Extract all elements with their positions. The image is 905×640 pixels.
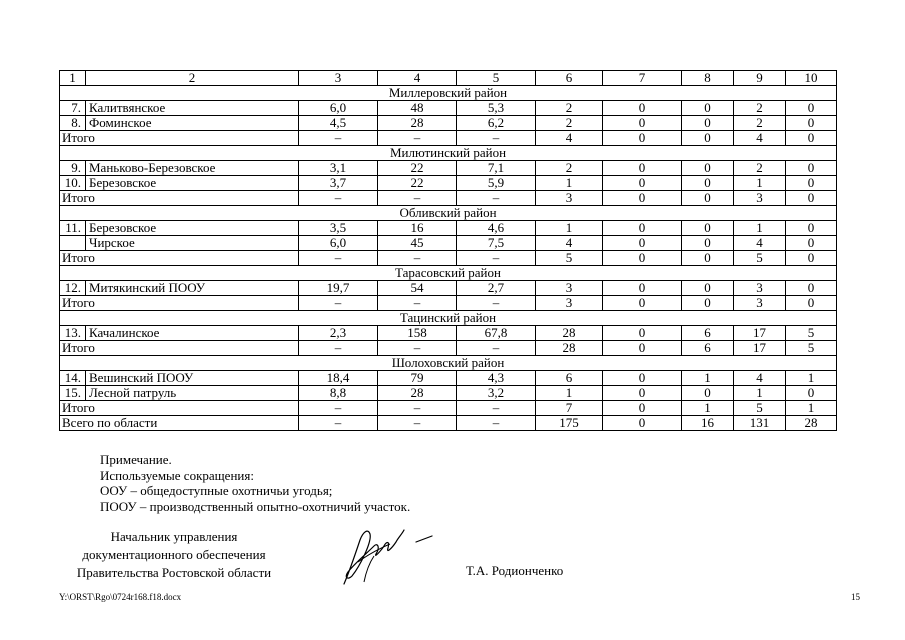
total-row	[60, 296, 837, 311]
table-cell: 6	[536, 371, 603, 386]
table-cell: 0	[603, 281, 682, 296]
handwritten-signature	[330, 522, 440, 586]
table-cell: 0	[786, 296, 837, 311]
region-name: Обливский район	[60, 206, 837, 221]
table-cell: –	[299, 251, 378, 266]
notes-section	[100, 452, 410, 514]
table-cell: –	[378, 131, 457, 146]
ground-name: Лесной патруль	[86, 386, 299, 401]
table-cell: 4	[734, 236, 786, 251]
table-cell: 0	[786, 281, 837, 296]
table-cell: 3,5	[299, 221, 378, 236]
table-row	[60, 326, 837, 341]
table-cell: 0	[786, 221, 837, 236]
region-name: Шолоховский район	[60, 356, 837, 371]
table-cell: 0	[786, 131, 837, 146]
header-cell: 5	[457, 71, 536, 86]
table-cell: –	[299, 416, 378, 431]
region-name: Миллеровский район	[60, 86, 837, 101]
position-line: документационного обеспечения	[82, 547, 266, 562]
table-cell: 3,7	[299, 176, 378, 191]
table-row	[60, 221, 837, 236]
ground-name: Чирское	[86, 236, 299, 251]
table-cell: –	[457, 401, 536, 416]
header-cell: 10	[786, 71, 837, 86]
table-cell: 2	[536, 116, 603, 131]
total-row	[60, 401, 837, 416]
table-cell: 1	[734, 221, 786, 236]
region-name: Тацинский район	[60, 311, 837, 326]
table-cell: 0	[786, 176, 837, 191]
total-label: Итого	[60, 401, 299, 416]
table-cell: –	[457, 131, 536, 146]
table-cell: 0	[603, 116, 682, 131]
table-cell: 0	[682, 221, 734, 236]
table-cell: 4	[536, 131, 603, 146]
table-cell: 5	[734, 251, 786, 266]
table-cell: 0	[786, 101, 837, 116]
table-cell: 0	[603, 401, 682, 416]
ground-name: Маньково-Березовское	[86, 161, 299, 176]
table-cell: 17	[734, 341, 786, 356]
table-cell: 0	[682, 161, 734, 176]
table-cell: –	[457, 341, 536, 356]
total-row	[60, 341, 837, 356]
table-cell: 3,2	[457, 386, 536, 401]
table-cell: 6,0	[299, 236, 378, 251]
notes-intro: Используемые сокращения:	[100, 467, 254, 483]
table-cell: 7,5	[457, 236, 536, 251]
table-cell: 0	[603, 236, 682, 251]
table-cell: 1	[734, 386, 786, 401]
table-cell: –	[299, 296, 378, 311]
row-number: 15.	[60, 386, 86, 401]
total-label: Итого	[60, 131, 299, 146]
table-cell: 0	[682, 131, 734, 146]
ground-name: Калитвянское	[86, 101, 299, 116]
table-cell: –	[378, 191, 457, 206]
file-path: Y:\ORST\Rgo\0724r168.f18.docx	[59, 592, 182, 602]
table-row	[60, 236, 837, 251]
position-line: Начальник управления	[110, 529, 238, 544]
table-cell: 7	[536, 401, 603, 416]
table-cell: 4	[734, 371, 786, 386]
region-name: Тарасовский район	[60, 266, 837, 281]
row-number: 14.	[60, 371, 86, 386]
abbreviation-item: ПООУ – производственный опытно-охотничий участок.	[100, 498, 411, 514]
header-cell: 6	[536, 71, 603, 86]
table-cell: 2	[734, 116, 786, 131]
table-cell: 158	[378, 326, 457, 341]
table-cell: –	[457, 251, 536, 266]
table-cell: 28	[378, 116, 457, 131]
table-cell: 0	[682, 176, 734, 191]
table-cell: –	[378, 296, 457, 311]
table-cell: 131	[734, 416, 786, 431]
table-cell: 22	[378, 176, 457, 191]
ground-name: Березовское	[86, 176, 299, 191]
table-cell: 0	[786, 236, 837, 251]
table-cell: 54	[378, 281, 457, 296]
table-cell: 0	[603, 221, 682, 236]
table-cell: 6,0	[299, 101, 378, 116]
table-cell: 0	[786, 386, 837, 401]
header-cell: 4	[378, 71, 457, 86]
region-row	[60, 206, 837, 221]
table-cell: 2	[536, 101, 603, 116]
table-row	[60, 371, 837, 386]
header-cell: 9	[734, 71, 786, 86]
ground-name: Березовское	[86, 221, 299, 236]
table-cell: 0	[682, 116, 734, 131]
table-cell: –	[378, 416, 457, 431]
table-cell: 1	[682, 401, 734, 416]
table-cell: 0	[786, 191, 837, 206]
ground-name: Фоминское	[86, 116, 299, 131]
table-row	[60, 386, 837, 401]
row-number: 9.	[60, 161, 86, 176]
total-label: Итого	[60, 191, 299, 206]
table-cell: 3,1	[299, 161, 378, 176]
table-cell: 28	[786, 416, 837, 431]
table-cell: 19,7	[299, 281, 378, 296]
table-cell: 4	[536, 236, 603, 251]
table-cell: 4,6	[457, 221, 536, 236]
table-cell: 175	[536, 416, 603, 431]
table-cell: 0	[603, 251, 682, 266]
table-cell: 3	[734, 296, 786, 311]
table-cell: 0	[603, 386, 682, 401]
table-cell: 4,3	[457, 371, 536, 386]
table-cell: 5,9	[457, 176, 536, 191]
table-cell: 0	[603, 176, 682, 191]
table-cell: 3	[536, 296, 603, 311]
table-cell: 5	[536, 251, 603, 266]
table-cell: 4	[734, 131, 786, 146]
table-cell: 0	[786, 116, 837, 131]
row-number: 8.	[60, 116, 86, 131]
table-cell: 48	[378, 101, 457, 116]
table-cell: 0	[682, 101, 734, 116]
total-row	[60, 416, 837, 431]
table-cell: 16	[682, 416, 734, 431]
total-row	[60, 191, 837, 206]
total-label: Итого	[60, 296, 299, 311]
table-cell: 1	[786, 401, 837, 416]
table-cell: 2,7	[457, 281, 536, 296]
table-cell: –	[457, 191, 536, 206]
table-cell: 3	[734, 191, 786, 206]
total-row	[60, 251, 837, 266]
table-cell: 0	[603, 161, 682, 176]
table-cell: 0	[682, 191, 734, 206]
table-cell: 0	[603, 371, 682, 386]
table-cell: 0	[682, 296, 734, 311]
table-cell: 1	[536, 386, 603, 401]
table-cell: 45	[378, 236, 457, 251]
page-number: 15	[851, 592, 860, 602]
table-header-row	[60, 71, 837, 86]
header-cell: 7	[603, 71, 682, 86]
total-label: Итого	[60, 341, 299, 356]
total-label: Всего по области	[60, 416, 299, 431]
table-cell: 0	[603, 326, 682, 341]
table-cell: 0	[682, 281, 734, 296]
table-cell: 0	[603, 131, 682, 146]
table-row	[60, 281, 837, 296]
ground-name: Вешинский ПООУ	[86, 371, 299, 386]
region-name: Милютинский район	[60, 146, 837, 161]
table-cell: 0	[603, 296, 682, 311]
table-cell: 6	[682, 341, 734, 356]
row-number	[60, 236, 86, 251]
table-cell: –	[299, 341, 378, 356]
table-cell: 0	[603, 191, 682, 206]
signer-position	[58, 528, 290, 582]
header-cell: 2	[86, 71, 299, 86]
table-cell: 0	[682, 386, 734, 401]
total-row	[60, 131, 837, 146]
table-cell: 1	[786, 371, 837, 386]
table-cell: –	[299, 401, 378, 416]
table-row	[60, 116, 837, 131]
row-number: 7.	[60, 101, 86, 116]
table-cell: 1	[682, 371, 734, 386]
table-cell: –	[378, 401, 457, 416]
table-cell: 0	[603, 341, 682, 356]
table-cell: 67,8	[457, 326, 536, 341]
table-row	[60, 101, 837, 116]
position-line: Правительства Ростовской области	[76, 565, 272, 580]
header-cell: 3	[299, 71, 378, 86]
ground-name: Качалинское	[86, 326, 299, 341]
row-number: 13.	[60, 326, 86, 341]
table-body	[60, 71, 837, 431]
hunting-grounds-table	[59, 70, 837, 431]
table-cell: 18,4	[299, 371, 378, 386]
table-cell: 6	[682, 326, 734, 341]
total-label: Итого	[60, 251, 299, 266]
table-cell: 0	[682, 236, 734, 251]
table-cell: 5	[786, 341, 837, 356]
table-cell: –	[457, 296, 536, 311]
ground-name: Митякинский ПООУ	[86, 281, 299, 296]
table-cell: –	[378, 341, 457, 356]
table-cell: –	[299, 131, 378, 146]
table-cell: 0	[682, 251, 734, 266]
region-row	[60, 266, 837, 281]
table-cell: 1	[536, 176, 603, 191]
region-row	[60, 86, 837, 101]
table-cell: 6,2	[457, 116, 536, 131]
table-cell: 3	[536, 191, 603, 206]
abbreviation-item: ООУ – общедоступные охотничьи угодья;	[100, 483, 333, 498]
table-cell: 0	[603, 416, 682, 431]
table-cell: 22	[378, 161, 457, 176]
table-cell: 2	[734, 101, 786, 116]
region-row	[60, 356, 837, 371]
region-row	[60, 311, 837, 326]
table-cell: –	[299, 191, 378, 206]
table-cell: 28	[378, 386, 457, 401]
table-cell: 7,1	[457, 161, 536, 176]
table-cell: 28	[536, 341, 603, 356]
table-cell: 8,8	[299, 386, 378, 401]
table-cell: 1	[734, 176, 786, 191]
table-cell: 0	[603, 101, 682, 116]
region-row	[60, 146, 837, 161]
table-row	[60, 176, 837, 191]
notes-title: Примечание.	[100, 452, 172, 467]
table-cell: 16	[378, 221, 457, 236]
table-cell: 1	[536, 221, 603, 236]
table-cell: –	[457, 416, 536, 431]
table-cell: 0	[786, 161, 837, 176]
table-cell: 28	[536, 326, 603, 341]
signer-name: Т.А. Родионченко	[466, 563, 564, 578]
row-number: 10.	[60, 176, 86, 191]
table-cell: 2,3	[299, 326, 378, 341]
table-cell: 2	[536, 161, 603, 176]
table-cell: 79	[378, 371, 457, 386]
table-cell: 2	[734, 161, 786, 176]
row-number: 11.	[60, 221, 86, 236]
table-cell: –	[378, 251, 457, 266]
table-cell: 4,5	[299, 116, 378, 131]
table-cell: 0	[786, 251, 837, 266]
row-number: 12.	[60, 281, 86, 296]
table-cell: 3	[536, 281, 603, 296]
table-row	[60, 161, 837, 176]
header-cell: 1	[60, 71, 86, 86]
table-cell: 3	[734, 281, 786, 296]
table-cell: 5	[786, 326, 837, 341]
table-cell: 17	[734, 326, 786, 341]
table-cell: 5,3	[457, 101, 536, 116]
header-cell: 8	[682, 71, 734, 86]
table-cell: 5	[734, 401, 786, 416]
